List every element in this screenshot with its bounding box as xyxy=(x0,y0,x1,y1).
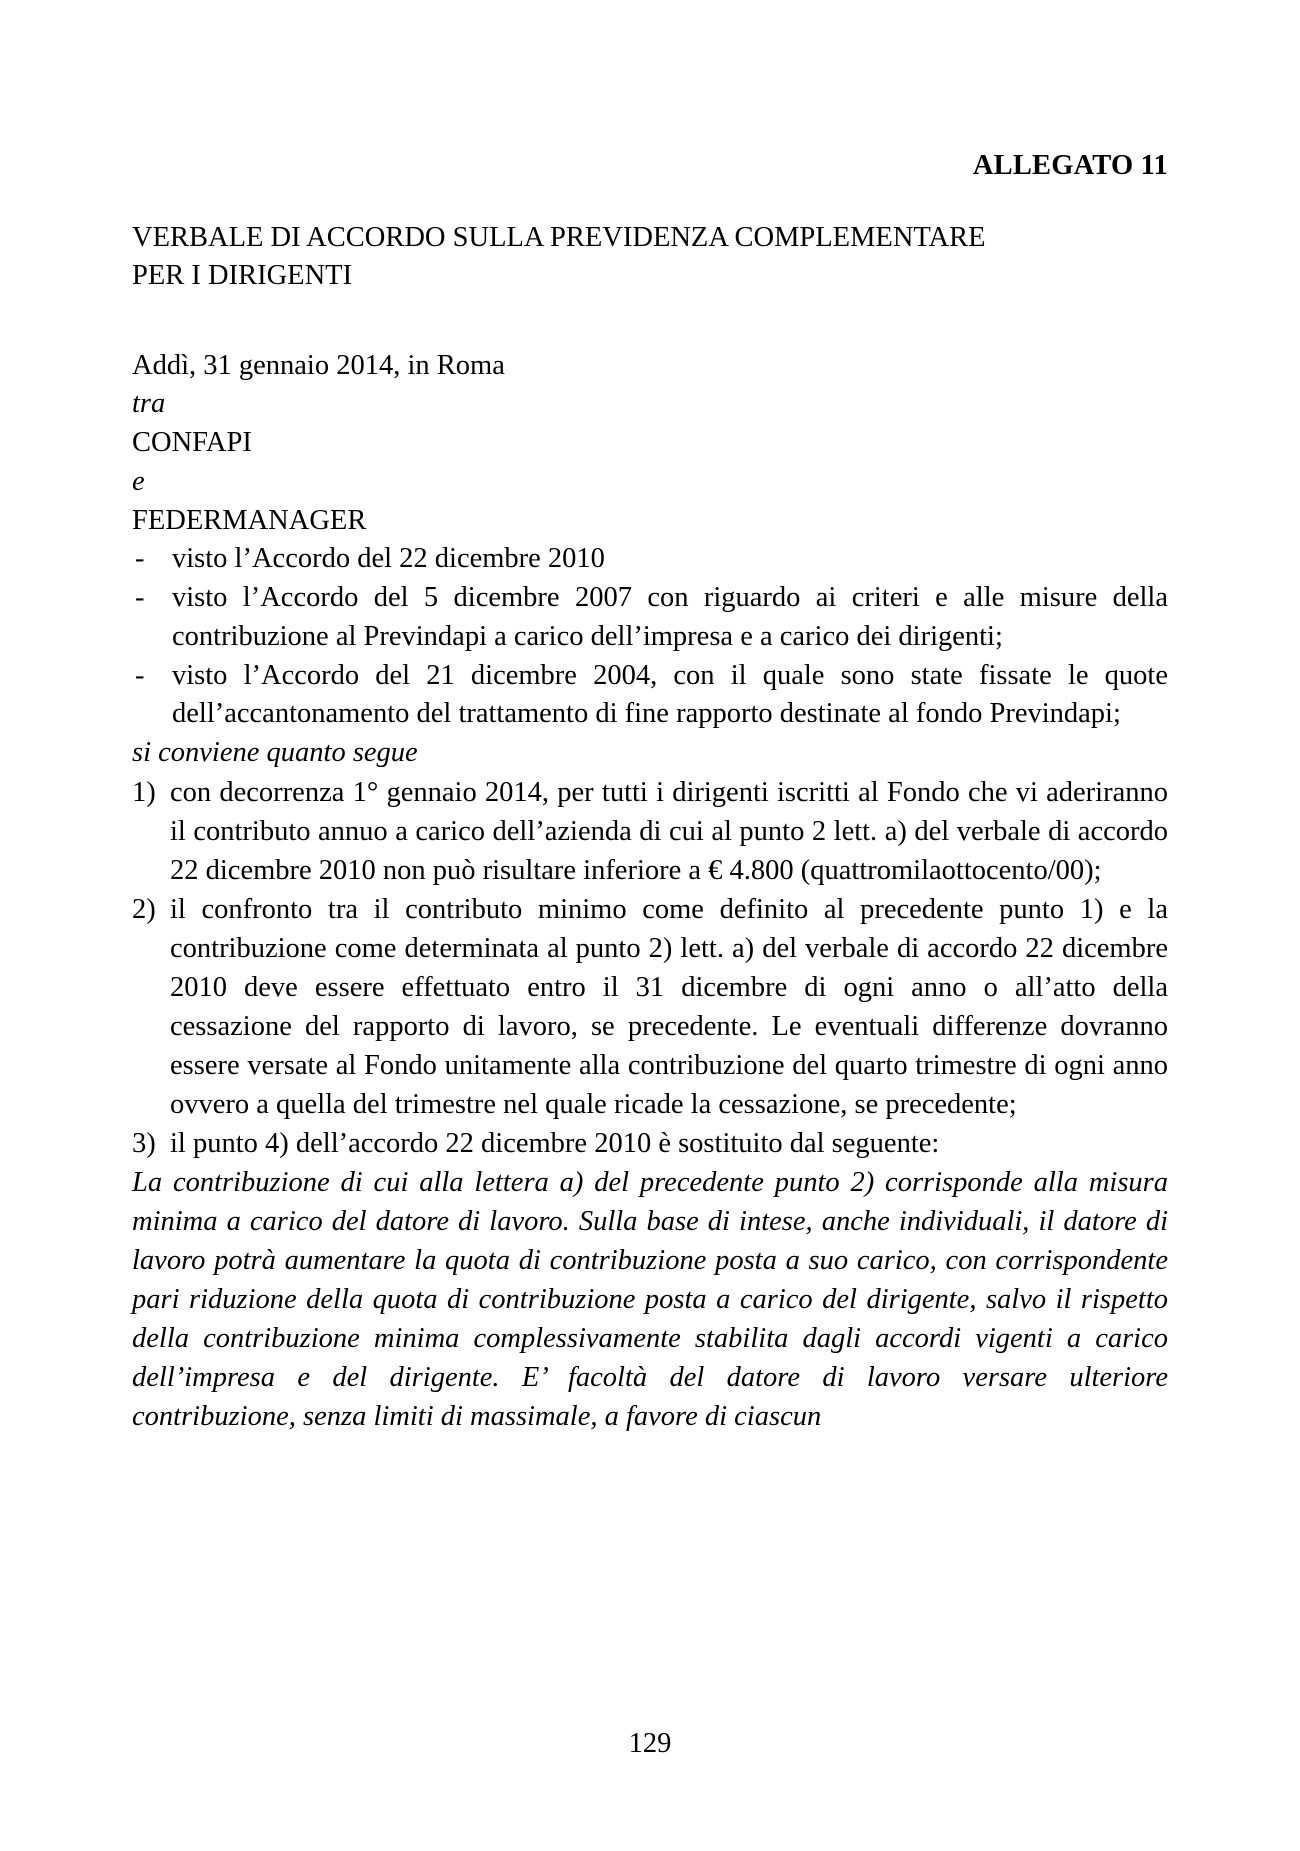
dash-marker: - xyxy=(135,659,145,691)
page-number: 129 xyxy=(628,1727,672,1759)
clause-text: il confronto tra il contributo minimo come definito al precedente punto 1) e la contribuzione come determinata al punto 2) lett. a) del verbale di accordo 22 dicembre 2010 deve essere effettuato entro il 31 dicembre di ogni anno o all’atto della cessazione del rapporto di lavoro, se precedente. Le eventuali differenze dovranno essere versate al Fondo unitamente alla contribuzione del quarto trimestre di ogni anno ovvero a quella del trimestre nel quale ricade la cessazione, se precedente; xyxy=(170,893,1168,1121)
list-item-text: visto l’Accordo del 5 dicembre 2007 con riguardo ai criteri e alle misure della contribuzione al Previndapi a carico dell’impresa e a carico dei dirigenti; xyxy=(172,582,1168,652)
list-item xyxy=(132,579,1168,657)
page-title xyxy=(132,219,1168,294)
dash-marker: - xyxy=(135,543,145,575)
party-federmanager: FEDERMANAGER xyxy=(132,504,367,536)
list-item xyxy=(132,657,1168,735)
quoted-provision: La contribuzione di cui alla lettera a) del precedente punto 2) corrisponde alla misura minima a carico del datore di lavoro. Sulla base di intese, anche individuali, il datore di lavoro potrà aumentare la quota di contribuzione posta a suo carico, con corrispondente pari riduzione della quota di contribuzione posta a carico del dirigente, salvo il rispetto della contribuzione minima complessivamente stabilita dagli accordi vigenti a carico dell’impresa e del dirigente. E’ facoltà del datore di lavoro versare ulteriore contribuzione, senza limiti di massimale, a favore di ciascun xyxy=(132,1167,1168,1433)
clause-item xyxy=(132,1124,1168,1163)
and-label: e xyxy=(132,465,145,497)
date-and-place: Addì, 31 gennaio 2014, in Roma xyxy=(132,349,505,381)
dash-marker: - xyxy=(135,582,145,614)
allegato-header: ALLEGATO 11 xyxy=(972,150,1168,181)
list-item-text: visto l’Accordo del 21 dicembre 2004, con il quale sono state fissate le quote dell’accantonamento del trattamento di fine rapporto destinate al fondo Previndapi; xyxy=(172,659,1168,730)
party-confapi: CONFAPI xyxy=(132,427,252,459)
between-label: tra xyxy=(132,388,166,420)
list-item-text: visto l’Accordo del 22 dicembre 2010 xyxy=(172,543,605,575)
page-title-line-2: PER I DIRIGENTI xyxy=(132,259,353,291)
clause-item xyxy=(132,890,1168,1124)
clause-text: il punto 4) dell’accordo 22 dicembre 2010 è sostituito dal seguente: xyxy=(170,1128,940,1160)
list-item xyxy=(132,540,1168,579)
clause-marker: 2) xyxy=(132,893,156,925)
clause-item xyxy=(132,773,1168,890)
page-title-line-1: VERBALE DI ACCORDO SULLA PREVIDENZA COMPLEMENTARE xyxy=(132,222,986,254)
clause-text: con decorrenza 1° gennaio 2014, per tutti i dirigenti iscritti al Fondo che vi aderiranno il contributo annuo a carico dell’azienda di cui al punto 2 lett. a) del verbale di accordo 22 dicembre 2010 non può risultare inferiore a € 4.800 (quattromilaottocento/00); xyxy=(170,776,1168,886)
agreement-intro: si conviene quanto segue xyxy=(132,737,418,769)
clause-marker: 1) xyxy=(132,776,156,808)
whereas-list xyxy=(132,540,1168,734)
clause-list xyxy=(132,773,1168,1163)
clause-marker: 3) xyxy=(132,1128,156,1160)
